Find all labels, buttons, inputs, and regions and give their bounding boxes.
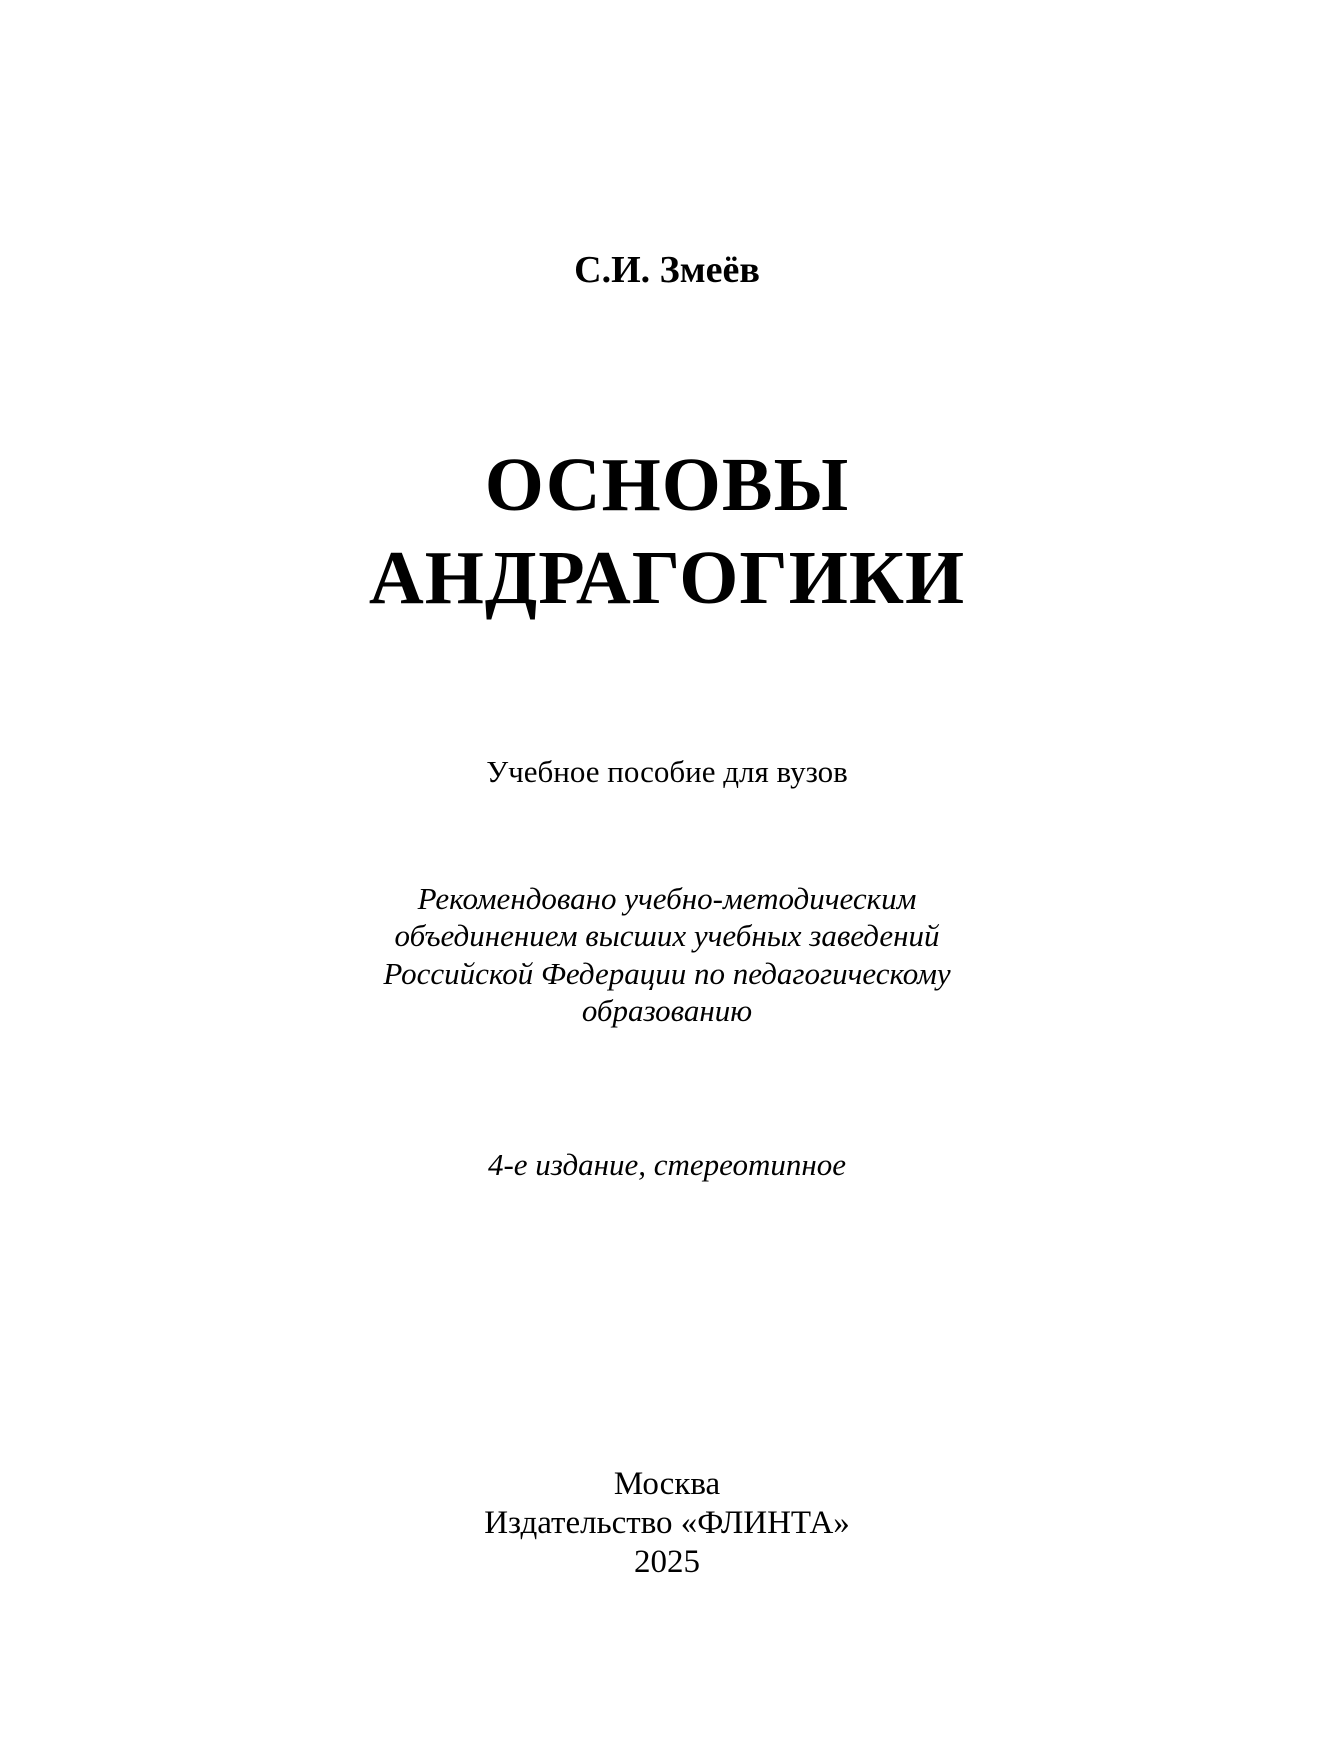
book-title-line-2: АНДРАГОГИКИ	[368, 536, 966, 620]
recommendation-line: объединением высших учебных заведений	[394, 918, 940, 953]
imprint-publisher: Издательство «ФЛИНТА»	[484, 1505, 850, 1541]
recommendation-line: Российской Федерации по педагогическому	[383, 956, 951, 991]
edition-note: 4-е издание, стереотипное	[487, 1147, 847, 1182]
imprint-city: Москва	[613, 1466, 721, 1502]
book-title-line-1: ОСНОВЫ	[484, 443, 850, 527]
book-subtitle: Учебное пособие для вузов	[486, 754, 848, 789]
recommendation-line: образованию	[581, 993, 753, 1028]
recommendation-line: Рекомендовано учебно-методическим	[417, 881, 917, 916]
imprint-year: 2025	[634, 1544, 700, 1580]
author-name: С.И. Змеёв	[574, 249, 760, 291]
